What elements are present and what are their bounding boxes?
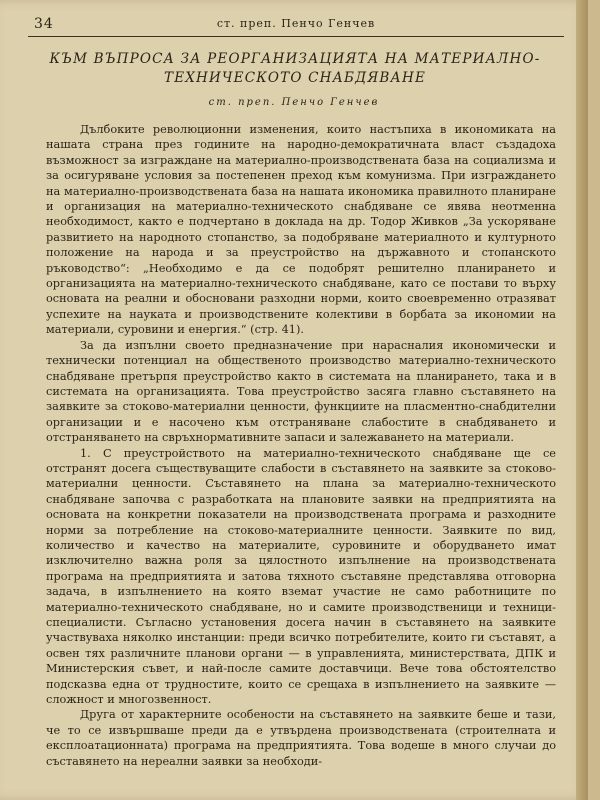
running-header-author: ст. преп. Пенчо Генчев <box>216 17 376 30</box>
article-byline: ст. преп. Пенчо Генчев <box>208 97 380 108</box>
article-title <box>40 50 550 88</box>
paragraph-2: За да изпълни своето предназначение при нарасналия икономически и технически потенциал на общественото производство материално-техническото снабдяване претърпя преустройство както в системата на планирането, така и в системата на организацията. Това преустройство засяга главно съставянето на заявките за стоково-материални ценности, функциите на пласментно-снабдителни организации и е насочено към отстраняване слабостите в снабдяването и отстраняването на свръхнормативните запаси и залежаването на материали. <box>46 338 556 445</box>
article-title-line-1: КЪМ ВЪПРОСА ЗА РЕОРГАНИЗАЦИЯТА НА МАТЕРИАЛНО- <box>49 51 541 67</box>
page-edge-shadow <box>576 0 588 800</box>
paragraph-3: 1. С преустройството на материално-техническото снабдяване ще се отстранят досега съществуващите слабости в съставянето на заявките за стоково-материални ценности. Съставянето на плана за материално-техническото снабдяване започва с разработката на плановите заявки на предприятията на основата на конкретни показатели на производствената програма и разходните норми за потребление на стоково-материалните ценности. Заявките по вид, количество и качество на материалите, суровините и оборудването имат изключително важна роля за цялостното изпълнение на производствената програма на предприятията и затова тяхното съставяне представлява отговорна задача, в изпълнението на която вземат участие не само работниците по материално-техническото снабдяване, но и самите производственици и техници-специалисти. Съгласно установения досега начин в съставянето на заявките участвуваха няколко инстанции: преди всичко потребителите, които ги съставят, а освен тях различните планови органи — в управленията, министерствата, ДПК и Министерския съвет, и най-после самите доставчици. Вече това обстоятелство подсказва една от трудностите, които се срещаха в изпълнението на заявките — сложност и многозвенност. <box>46 446 556 707</box>
paragraph-1: Дълбоките революционни изменения, които настъпиха в икономиката на нашата страна през годините на народно-демократичната власт създадоха възможност за изграждане на материално-производствената база на социализма и за осигуряване условия за постепенен преход към комунизма. При изграждането на материално-производствената база на нашата икономика правилното планиране и организация на материално-техническото снабдяване се явява неотменна необходимост, както е подчертано в доклада на др. Тодор Живков „За ускоряване развитието на народното стопанство, за подобряване материалното и културното положение на народа и за преустройство на държавното и стопанското ръководство“: „Необходимо е да се подобрят решително планирането и организацията на материално-техническото снабдяване, като се постави то върху основата на реални и обосновани разходни норми, които своевременно отразяват успехите на науката и производствените колективи в борбата за икономии на материали, суровини и енергия.“ (стр. 41). <box>46 123 556 337</box>
article-title-line-2: ТЕХНИЧЕСКОТО СНАБДЯВАНЕ <box>163 70 426 86</box>
article-body <box>46 122 556 769</box>
running-header <box>28 16 564 37</box>
page-number: 34 <box>34 16 54 32</box>
paragraph-4: Друга от характерните особености на съставянето на заявките беше и тази, че то се извършваше преди да е утвърдена производствената (строителната и експлоатационната) програма на предприятията. Това водеше в много случаи до съставянето на нереални заявки за необходи- <box>46 708 556 768</box>
